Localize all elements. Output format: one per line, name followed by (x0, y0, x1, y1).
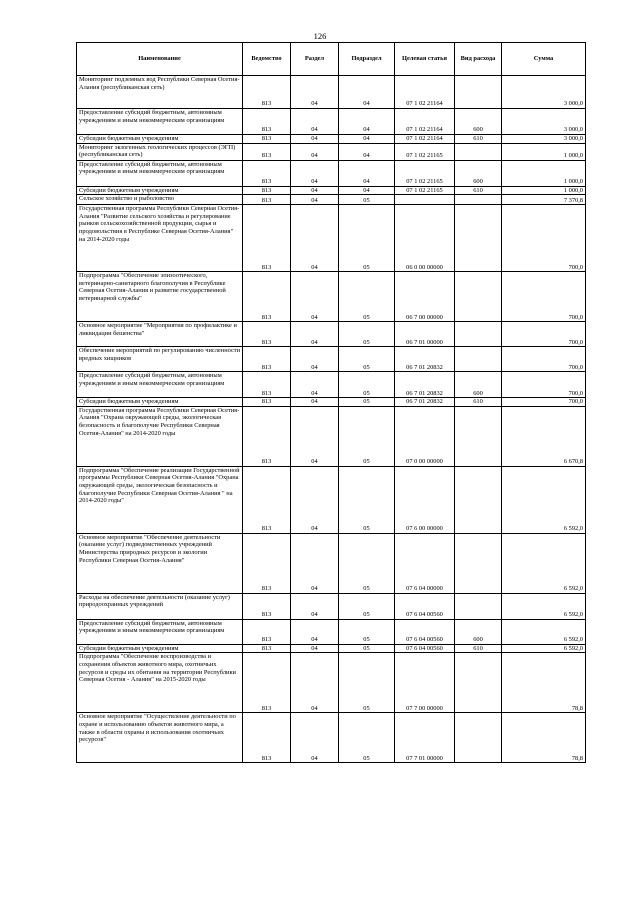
cell-ved: 813 (243, 143, 291, 160)
cell-csr: 07 1 02 21165 (395, 186, 455, 195)
cell-vr: 600 (455, 109, 502, 135)
cell-sum: 6 592,0 (502, 644, 586, 653)
header-ved: Ведомство (243, 43, 291, 76)
cell-name: Государственная программа Республики Северная Осетия-Алания "Охрана окружающей среды, экологическая безопасность и благополучие Республики Северная Осетия-Алания" на 2014-2020 годы (77, 406, 243, 466)
cell-vr (455, 593, 502, 619)
cell-csr: 06 7 01 20832 (395, 372, 455, 398)
cell-csr (395, 195, 455, 205)
cell-vr: 600 (455, 372, 502, 398)
cell-name: Основное мероприятие "Обеспечение деятельности (оказание услуг) подведомственных учреждений Министерства природных ресурсов и экологии Республики Северная Осетия-Алания" (77, 533, 243, 593)
cell-ved: 813 (243, 76, 291, 109)
cell-razdel: 04 (291, 406, 339, 466)
header-sum: Сумма (502, 43, 586, 76)
cell-razdel: 04 (291, 713, 339, 763)
cell-sum: 6 592,0 (502, 466, 586, 533)
cell-csr: 07 0 00 00000 (395, 406, 455, 466)
cell-csr: 06 0 00 00000 (395, 205, 455, 272)
cell-sum: 1 000,0 (502, 186, 586, 195)
cell-csr: 07 6 04 00560 (395, 593, 455, 619)
cell-sum: 6 592,0 (502, 533, 586, 593)
cell-csr: 06 7 01 20832 (395, 347, 455, 372)
cell-name: Предоставление субсидий бюджетным, автономным учреждениям и иным некоммерческим организациям (77, 372, 243, 398)
table-row (77, 160, 586, 186)
cell-vr: 610 (455, 398, 502, 407)
cell-vr (455, 406, 502, 466)
cell-vr (455, 195, 502, 205)
header-name: Наименование (77, 43, 243, 76)
table-row (77, 398, 586, 407)
cell-podrazdel: 05 (339, 644, 395, 653)
cell-ved: 813 (243, 533, 291, 593)
cell-name: Мониторинг подземных вод Республики Северная Осетия-Алания (республиканская сеть) (77, 76, 243, 109)
table-header-row (77, 43, 586, 76)
cell-vr (455, 205, 502, 272)
cell-razdel: 04 (291, 109, 339, 135)
cell-name: Подпрограмма "Обеспечение воспроизводства и сохранения объектов животного мира, охотничьих ресурсов и среды их обитания на территории Республики Северная Осетия - Алания" на 2015-2020 годы (77, 653, 243, 713)
cell-name: Основное мероприятие "Мероприятия по профилактике и ликвидации бешенства" (77, 322, 243, 347)
cell-ved: 813 (243, 135, 291, 144)
cell-csr: 07 7 00 00000 (395, 653, 455, 713)
cell-sum: 3 000,0 (502, 109, 586, 135)
cell-sum: 700,0 (502, 205, 586, 272)
cell-razdel: 04 (291, 372, 339, 398)
table-row (77, 347, 586, 372)
cell-podrazdel: 05 (339, 272, 395, 322)
cell-vr (455, 533, 502, 593)
cell-ved: 813 (243, 406, 291, 466)
cell-sum: 700,0 (502, 272, 586, 322)
cell-csr: 07 1 02 21164 (395, 76, 455, 109)
cell-name: Предоставление субсидий бюджетным, автономным учреждениям и иным некоммерческим организациям (77, 160, 243, 186)
cell-vr (455, 272, 502, 322)
table-row (77, 195, 586, 205)
cell-vr: 600 (455, 619, 502, 644)
cell-csr: 07 1 02 21165 (395, 143, 455, 160)
cell-razdel: 04 (291, 195, 339, 205)
cell-csr: 07 6 00 00000 (395, 466, 455, 533)
cell-sum: 700,0 (502, 372, 586, 398)
table-row (77, 713, 586, 763)
cell-csr: 07 1 02 21164 (395, 135, 455, 144)
table-row (77, 533, 586, 593)
cell-csr: 07 6 04 00000 (395, 533, 455, 593)
cell-vr (455, 322, 502, 347)
cell-podrazdel: 05 (339, 205, 395, 272)
cell-name: Сельское хозяйство и рыболовство (77, 195, 243, 205)
cell-sum: 700,0 (502, 322, 586, 347)
table-row (77, 644, 586, 653)
cell-name: Субсидии бюджетным учреждениям (77, 398, 243, 407)
cell-razdel: 04 (291, 272, 339, 322)
cell-ved: 813 (243, 372, 291, 398)
cell-ved: 813 (243, 653, 291, 713)
table-row (77, 109, 586, 135)
header-podrazdel: Подраздел (339, 43, 395, 76)
cell-name: Обеспечение мероприятий по регулированию численности вредных хищников (77, 347, 243, 372)
table-row (77, 135, 586, 144)
table-row (77, 372, 586, 398)
budget-table (76, 42, 586, 763)
cell-name: Расходы на обеспечение деятельности (оказание услуг) природоохранных учреждений (77, 593, 243, 619)
cell-sum: 700,0 (502, 398, 586, 407)
cell-podrazdel: 05 (339, 347, 395, 372)
cell-podrazdel: 05 (339, 466, 395, 533)
cell-csr: 07 1 02 21165 (395, 160, 455, 186)
cell-podrazdel: 05 (339, 653, 395, 713)
cell-vr (455, 466, 502, 533)
table-row (77, 653, 586, 713)
cell-razdel: 04 (291, 533, 339, 593)
cell-sum: 700,0 (502, 347, 586, 372)
table-row (77, 143, 586, 160)
cell-name: Предоставление субсидий бюджетным, автономным учреждениям и иным некоммерческим организациям (77, 109, 243, 135)
cell-razdel: 04 (291, 347, 339, 372)
cell-razdel: 04 (291, 143, 339, 160)
table-row (77, 205, 586, 272)
cell-ved: 813 (243, 619, 291, 644)
cell-podrazdel: 05 (339, 372, 395, 398)
cell-ved: 813 (243, 322, 291, 347)
cell-vr (455, 347, 502, 372)
cell-sum: 78,8 (502, 713, 586, 763)
cell-podrazdel: 04 (339, 135, 395, 144)
cell-csr: 07 6 04 00560 (395, 619, 455, 644)
cell-ved: 813 (243, 593, 291, 619)
cell-podrazdel: 05 (339, 619, 395, 644)
cell-razdel: 04 (291, 653, 339, 713)
table-row (77, 76, 586, 109)
cell-name: Основное мероприятие "Осуществление деятельности по охране и использованию объектов животного мира, а также в области охраны и использования охотничьих ресурсов" (77, 713, 243, 763)
cell-csr: 07 7 01 00000 (395, 713, 455, 763)
cell-razdel: 04 (291, 593, 339, 619)
cell-sum: 7 370,8 (502, 195, 586, 205)
cell-ved: 813 (243, 398, 291, 407)
cell-podrazdel: 04 (339, 109, 395, 135)
cell-vr (455, 713, 502, 763)
cell-vr: 610 (455, 186, 502, 195)
cell-ved: 813 (243, 160, 291, 186)
cell-sum: 1 000,0 (502, 160, 586, 186)
cell-ved: 813 (243, 186, 291, 195)
cell-razdel: 04 (291, 205, 339, 272)
cell-name: Государственная программа Республики Северная Осетия-Алания "Развитие сельского хозяйства и регулирование рынков сельскохозяйственной продукции, сырья и продовольствия в Республике Северная Осетия-Алания" на 2014-2020 годы (77, 205, 243, 272)
table-row (77, 406, 586, 466)
cell-sum: 6 592,0 (502, 593, 586, 619)
cell-podrazdel: 05 (339, 593, 395, 619)
cell-ved: 813 (243, 205, 291, 272)
cell-podrazdel: 05 (339, 195, 395, 205)
cell-name: Подпрограмма "Обеспечение реализации Государственной программы Республики Северная Осетия-Алания "Охрана окружающей среды, экологическая безопасность и благополучие Республики Северная Осетия-Алания " на 2014-2020 годы" (77, 466, 243, 533)
cell-sum: 78,8 (502, 653, 586, 713)
cell-vr: 600 (455, 160, 502, 186)
cell-csr: 06 7 01 20832 (395, 398, 455, 407)
cell-ved: 813 (243, 272, 291, 322)
header-target-article: Целевая статья (395, 43, 455, 76)
cell-razdel: 04 (291, 644, 339, 653)
cell-podrazdel: 05 (339, 322, 395, 347)
cell-name: Подпрограмма "Обеспечение эпизоотического, ветеринарно-санитарного благополучия в Республике Северная Осетия-Алания и развитие государственной ветеринарной службы" (77, 272, 243, 322)
cell-ved: 813 (243, 347, 291, 372)
cell-csr: 07 1 02 21164 (395, 109, 455, 135)
cell-vr (455, 76, 502, 109)
cell-sum: 3 000,0 (502, 76, 586, 109)
cell-razdel: 04 (291, 619, 339, 644)
cell-sum: 3 000,0 (502, 135, 586, 144)
table-row (77, 593, 586, 619)
table-row (77, 619, 586, 644)
cell-podrazdel: 04 (339, 76, 395, 109)
cell-vr: 610 (455, 644, 502, 653)
table-row (77, 322, 586, 347)
cell-ved: 813 (243, 713, 291, 763)
cell-podrazdel: 05 (339, 406, 395, 466)
cell-vr (455, 653, 502, 713)
cell-csr: 06 7 00 00000 (395, 272, 455, 322)
cell-razdel: 04 (291, 76, 339, 109)
cell-name: Субсидии бюджетным учреждениям (77, 135, 243, 144)
cell-sum: 6 592,0 (502, 619, 586, 644)
table-row (77, 466, 586, 533)
cell-csr: 07 6 04 00560 (395, 644, 455, 653)
cell-podrazdel: 05 (339, 398, 395, 407)
cell-razdel: 04 (291, 135, 339, 144)
cell-razdel: 04 (291, 398, 339, 407)
cell-razdel: 04 (291, 466, 339, 533)
cell-sum: 1 000,0 (502, 143, 586, 160)
cell-vr: 610 (455, 135, 502, 144)
cell-razdel: 04 (291, 160, 339, 186)
cell-csr: 06 7 01 00000 (395, 322, 455, 347)
cell-podrazdel: 05 (339, 713, 395, 763)
cell-name: Мониторинг экзогенных геологических процессов (ЭГП) (республиканская сеть) (77, 143, 243, 160)
cell-razdel: 04 (291, 322, 339, 347)
cell-podrazdel: 04 (339, 160, 395, 186)
page-number: 126 (313, 31, 327, 41)
cell-name: Предоставление субсидий бюджетным, автономным учреждениям и иным некоммерческим организациям (77, 619, 243, 644)
cell-ved: 813 (243, 109, 291, 135)
cell-name: Субсидии бюджетным учреждениям (77, 644, 243, 653)
cell-sum: 6 670,8 (502, 406, 586, 466)
cell-razdel: 04 (291, 186, 339, 195)
table-row (77, 272, 586, 322)
cell-name: Субсидии бюджетным учреждениям (77, 186, 243, 195)
cell-vr (455, 143, 502, 160)
header-razdel: Раздел (291, 43, 339, 76)
header-expense-type: Вид расхода (455, 43, 502, 76)
cell-podrazdel: 05 (339, 533, 395, 593)
table-row (77, 186, 586, 195)
cell-ved: 813 (243, 466, 291, 533)
cell-ved: 813 (243, 195, 291, 205)
cell-podrazdel: 04 (339, 186, 395, 195)
cell-ved: 813 (243, 644, 291, 653)
cell-podrazdel: 04 (339, 143, 395, 160)
